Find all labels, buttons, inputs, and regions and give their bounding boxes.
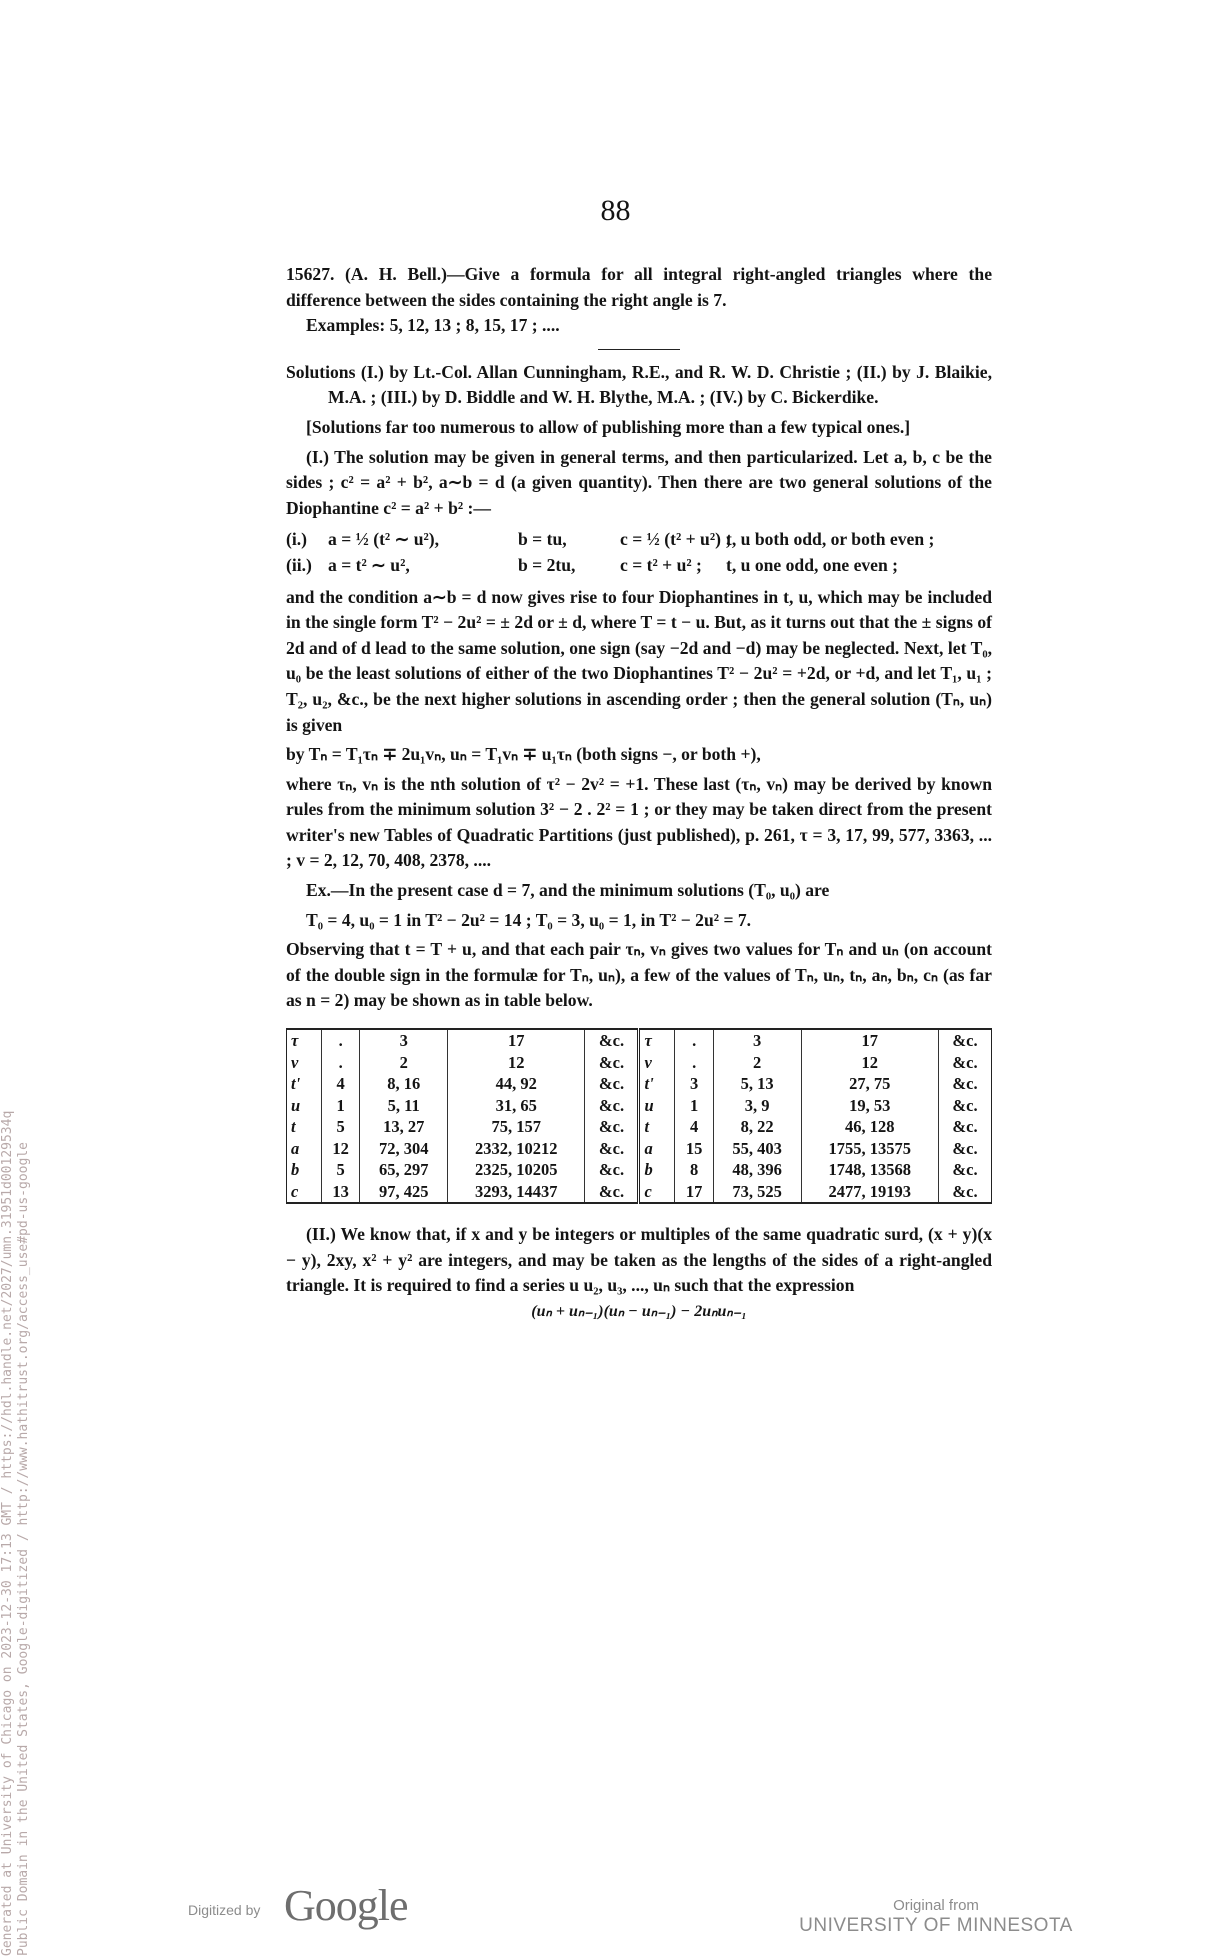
table-cell: 2477, 19193 — [801, 1181, 938, 1204]
table-cell: &c. — [585, 1181, 639, 1204]
table-cell: 2 — [360, 1052, 448, 1074]
expression-formula: (uₙ + uₙ₋₁)(uₙ − uₙ₋₁) − 2uₙuₙ₋₁ — [531, 1302, 747, 1320]
equation-a: a = ½ (t² ∼ u²), — [328, 529, 440, 550]
page-number: 88 — [600, 194, 631, 227]
table-cell: 13, 27 — [360, 1116, 448, 1138]
table-cell: a — [639, 1138, 675, 1160]
general-solution-formula: by Tₙ = T₁τₙ ∓ 2u₁vₙ, uₙ = T₁vₙ ∓ u₁τₙ (both signs −, or both +), — [286, 744, 761, 765]
equation-label: (i.) — [286, 529, 308, 550]
table-cell: c — [639, 1181, 675, 1204]
hathitrust-watermark — [0, 956, 32, 1956]
problem-statement: 15627. (A. H. Bell.)—Give a formula for all integral right-angled triangles where the difference between the sides containing the right angle is 7. — [286, 264, 992, 310]
table-cell: 2332, 10212 — [448, 1138, 585, 1160]
paragraph-solution-one: (I.) The solution may be given in general terms, and then particularized. Let a, b, c be the sides ; c² = a² + b², a∼b = d (a given quantity). Then there are two general solutions of the Diophantine c² = a² + b² :— — [286, 446, 992, 518]
equation-b: b = 2tu, — [518, 554, 576, 575]
original-from-label: Original from — [893, 1897, 979, 1914]
table-cell: &c. — [585, 1052, 639, 1074]
institution-name: UNIVERSITY OF MINNESOTA — [799, 1915, 1073, 1936]
table-row — [287, 1159, 992, 1181]
table-cell: &c. — [585, 1095, 639, 1117]
editorial-note: [Solutions far too numerous to allow of publishing more than a few typical ones.] — [306, 416, 911, 437]
table-cell: &c. — [585, 1029, 639, 1052]
table-cell: 17 — [675, 1181, 713, 1204]
table-row — [287, 1052, 992, 1074]
table-cell: τ — [287, 1029, 322, 1052]
table-cell: 97, 425 — [360, 1181, 448, 1204]
table-cell: 5, 13 — [713, 1073, 801, 1095]
table-cell: 5, 11 — [360, 1095, 448, 1117]
equation-c: c = ½ (t² + u²) ; — [620, 529, 732, 550]
table-cell: b — [287, 1159, 322, 1181]
google-logo: Google — [284, 1881, 408, 1930]
table-cell: 17 — [448, 1029, 585, 1052]
paragraph-solution-two: (II.) We know that, if x and y be integers or multiples of the same quadratic surd, (x + y)(x − y), 2xy, x² + y² are integers, and may be taken as the lengths of the sides of a right-angled triangle. It is required to find a series u u₂, u₃, ..., uₙ such that the expression — [286, 1224, 992, 1296]
table-cell: 4 — [322, 1073, 360, 1095]
table-cell: 5 — [322, 1159, 360, 1181]
table-cell: &c. — [939, 1181, 992, 1204]
table-cell: . — [675, 1029, 713, 1052]
table-cell: . — [322, 1029, 360, 1052]
table-cell: t' — [287, 1073, 322, 1095]
table-cell: 3 — [713, 1029, 801, 1052]
watermark-line: Public Domain in the United States, Google-digitized / http://www.hathitrust.org/access_use#pd-us-google — [16, 1142, 31, 1956]
table-cell: 65, 297 — [360, 1159, 448, 1181]
table-cell: 2 — [713, 1052, 801, 1074]
table-cell: 13 — [322, 1181, 360, 1204]
table-cell: 15 — [675, 1138, 713, 1160]
table-cell: &c. — [939, 1052, 992, 1074]
table-cell: 2325, 10205 — [448, 1159, 585, 1181]
table-cell: 17 — [801, 1029, 938, 1052]
table-cell: . — [322, 1052, 360, 1074]
table-cell: 73, 525 — [713, 1181, 801, 1204]
equation-c: c = t² + u² ; — [620, 554, 702, 575]
table-cell: t — [287, 1116, 322, 1138]
table-cell: 8, 16 — [360, 1073, 448, 1095]
paragraph-diophantines: and the condition a∼b = d now gives rise to four Diophantines in t, u, which may be included in the single form T² − 2u² = ± 2d or ± d, where T = t − u. But, as it turns out that the ± signs of 2d and of d lead to the same solution, one sign (say −2d and −d) may be neglected. Next, let T₀, u₀ be the least solutions of either of the two Diophantines T² − 2u² = +2d, or +d, and let T₁, u₁ ; T₂, u₂, &c., be the next higher solutions in ascending order ; then the general solution (Tₙ, uₙ) is given — [286, 586, 992, 735]
table-cell: u — [639, 1095, 675, 1117]
table-cell: 4 — [675, 1116, 713, 1138]
table-row — [287, 1095, 992, 1117]
table-cell: 1 — [675, 1095, 713, 1117]
paragraph-tau-v: where τₙ, vₙ is the nth solution of τ² − 2v² = +1. These last (τₙ, vₙ) may be derived by known rules from the minimum solution 3² − 2 . 2² = 1 ; or they may be taken direct from the present writer's new Tables of Quadratic Partitions (just published), p. 261, τ = 3, 17, 99, 577, 3363, ... ; v = 2, 12, 70, 408, 2378, .... — [286, 773, 992, 871]
table-cell: 12 — [322, 1138, 360, 1160]
values-table — [286, 1028, 992, 1204]
minimum-solutions: T₀ = 4, u₀ = 1 in T² − 2u² = 14 ; T₀ = 3, u₀ = 1, in T² − 2u² = 7. — [306, 909, 752, 930]
equation-note: t, u one odd, one even ; — [726, 554, 899, 575]
table-cell: t — [639, 1116, 675, 1138]
table-cell: 12 — [448, 1052, 585, 1074]
table-cell: τ — [639, 1029, 675, 1052]
table-cell: a — [287, 1138, 322, 1160]
table-cell: v — [287, 1052, 322, 1074]
table-cell: v — [639, 1052, 675, 1074]
equation-a: a = t² ∼ u², — [328, 554, 410, 575]
equation-label: (ii.) — [286, 554, 312, 575]
table-cell: 48, 396 — [713, 1159, 801, 1181]
table-cell: &c. — [585, 1116, 639, 1138]
page-body — [286, 262, 992, 1324]
values-table-grid — [286, 1028, 992, 1204]
table-cell: &c. — [939, 1029, 992, 1052]
equation-i — [286, 527, 992, 553]
table-cell: 31, 65 — [448, 1095, 585, 1117]
table-cell: &c. — [939, 1095, 992, 1117]
table-cell: 5 — [322, 1116, 360, 1138]
table-cell: . — [675, 1052, 713, 1074]
table-cell: &c. — [939, 1159, 992, 1181]
table-cell: 3, 9 — [713, 1095, 801, 1117]
table-cell: b — [639, 1159, 675, 1181]
table-cell: 1755, 13575 — [801, 1138, 938, 1160]
table-cell: 27, 75 — [801, 1073, 938, 1095]
equation-note: t, u both odd, or both even ; — [726, 529, 935, 550]
table-cell: 75, 157 — [448, 1116, 585, 1138]
equation-b: b = tu, — [518, 529, 567, 550]
table-cell: 72, 304 — [360, 1138, 448, 1160]
paragraph-example: Ex.—In the present case d = 7, and the minimum solutions (T₀, u₀) are — [306, 880, 830, 901]
table-cell: u — [287, 1095, 322, 1117]
table-cell: 3293, 14437 — [448, 1181, 585, 1204]
table-cell: t' — [639, 1073, 675, 1095]
table-row — [287, 1029, 992, 1052]
table-cell: 19, 53 — [801, 1095, 938, 1117]
table-cell: 55, 403 — [713, 1138, 801, 1160]
table-cell: 46, 128 — [801, 1116, 938, 1138]
table-cell: 44, 92 — [448, 1073, 585, 1095]
table-cell: 8, 22 — [713, 1116, 801, 1138]
problem-examples: Examples: 5, 12, 13 ; 8, 15, 17 ; .... — [306, 315, 560, 336]
table-cell: 1 — [322, 1095, 360, 1117]
digitized-by-label: Digitized by — [188, 1902, 261, 1918]
table-cell: &c. — [939, 1116, 992, 1138]
table-cell: 3 — [675, 1073, 713, 1095]
equation-ii — [286, 553, 992, 579]
table-cell: 8 — [675, 1159, 713, 1181]
section-divider — [598, 349, 680, 350]
table-row — [287, 1138, 992, 1160]
table-cell: 1748, 13568 — [801, 1159, 938, 1181]
original-from-block — [786, 1896, 1086, 1936]
table-row — [287, 1116, 992, 1138]
table-cell: &c. — [585, 1138, 639, 1160]
table-cell: &c. — [585, 1073, 639, 1095]
paragraph-observing: Observing that t = T + u, and that each pair τₙ, vₙ gives two values for Tₙ and uₙ (on account of the double sign in the formulæ for Tₙ, uₙ), a few of the values of Tₙ, uₙ, tₙ, aₙ, bₙ, cₙ (as far as n = 2) may be shown as in table below. — [286, 939, 992, 1011]
table-row — [287, 1181, 992, 1204]
table-cell: &c. — [939, 1073, 992, 1095]
table-row — [287, 1073, 992, 1095]
watermark-line: Generated at University of Chicago on 2023-12-30 17:13 GMT / https://hdl.handle.net/2027/umn.31951d00129534q — [0, 1110, 15, 1956]
solutions-header: Solutions (I.) by Lt.-Col. Allan Cunningham, R.E., and R. W. D. Christie ; (II.) by J. Blaikie, M.A. ; (III.) by D. Biddle and W. H. Blythe, M.A. ; (IV.) by C. Bickerdike. — [286, 361, 992, 408]
table-cell: 3 — [360, 1029, 448, 1052]
table-cell: &c. — [585, 1159, 639, 1181]
table-cell: &c. — [939, 1138, 992, 1160]
table-cell: 12 — [801, 1052, 938, 1074]
table-cell: c — [287, 1181, 322, 1204]
